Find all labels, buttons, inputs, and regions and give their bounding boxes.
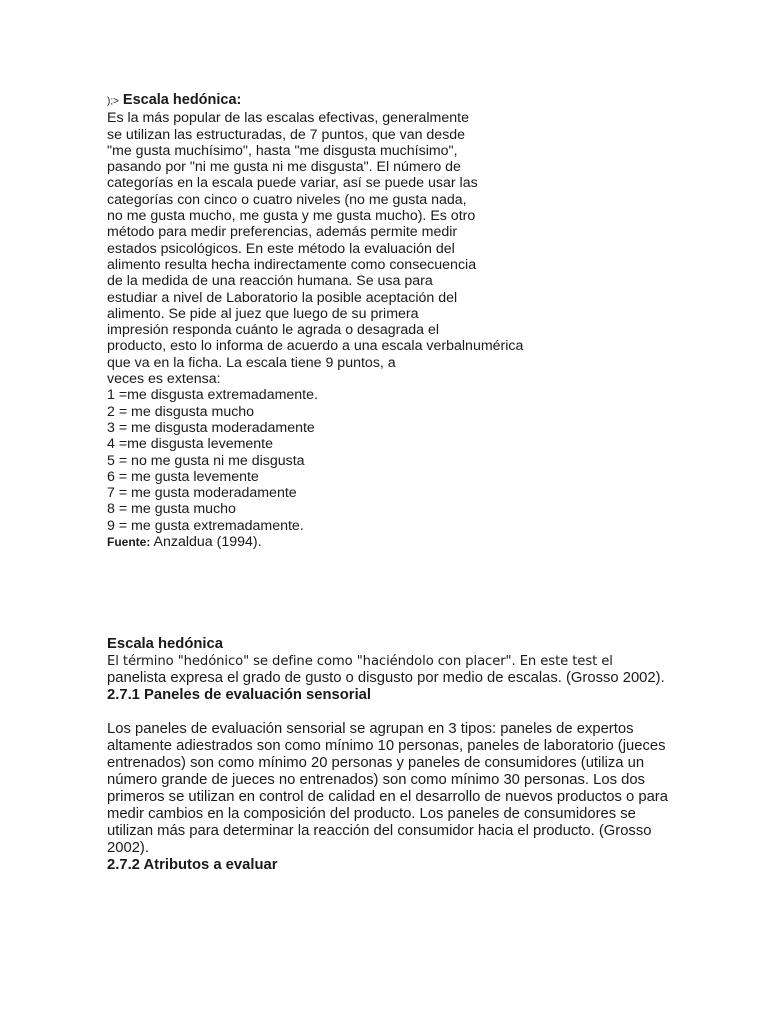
paragraph-line: primeros se utilizan en control de calidad en el desarrollo de nuevos productos o para <box>107 789 668 805</box>
body-line: "me gusta muchísimo", hasta "me disgusta muchísimo", <box>107 142 458 159</box>
scale-item: 2 = me disgusta mucho <box>107 403 255 420</box>
source-line <box>107 534 537 550</box>
body-line: estados psicológicos. En este método la evaluación del <box>107 240 455 257</box>
paragraph-line: altamente adiestrados son como mínimo 10 personas, paneles de laboratorio (jueces <box>107 738 666 754</box>
scale-item: 1 =me disgusta extremadamente. <box>107 387 318 404</box>
paragraph-line: 2002). <box>107 840 149 856</box>
body-line: alimento. Se pide al juez que luego de su primera <box>107 305 419 322</box>
section-heading-2: Escala hedónica <box>107 636 223 652</box>
body-line: no me gusta mucho, me gusta y me gusta mucho). Es otro <box>107 208 476 225</box>
scale-item: 3 = me disgusta moderadamente <box>107 419 315 436</box>
body-line: categorías con cinco o cuatro niveles (no me gusta nada, <box>107 191 467 208</box>
paragraph-line: medir cambios en la composición del producto. Los paneles de consumidores se <box>107 806 636 822</box>
scale-list <box>107 387 537 534</box>
body-line: estudiar a nivel de Laboratorio la posible aceptación del <box>107 289 458 306</box>
body-line: impresión responda cuánto le agrada o desagrada el <box>107 322 440 339</box>
source-label: Fuente: <box>107 535 151 550</box>
body-line: producto, esto lo informa de acuerdo a una escala verbalnumérica <box>107 338 524 355</box>
paragraph-line: Los paneles de evaluación sensorial se agrupan en 3 tipos: paneles de expertos <box>107 721 634 737</box>
paragraph-line: entrenados) son como mínimo 20 personas y paneles de consumidores (utiliza un <box>107 755 645 771</box>
body-line: se utilizan las estructuradas, de 7 puntos, que van desde <box>107 126 466 143</box>
paneles-paragraph <box>107 721 707 857</box>
source-text: Anzaldua (1994). <box>150 534 262 551</box>
body-line: de la medida de una reacción humana. Se usa para <box>107 273 433 290</box>
scale-item: 8 = me gusta mucho <box>107 501 236 518</box>
text-marker: );> <box>107 96 119 107</box>
section-heading: Escala hedónica: <box>122 92 242 108</box>
scale-item: 5 = no me gusta ni me disgusta <box>107 452 305 469</box>
intro-line-2: panelista expresa el grado de gusto o disgusto por medio de escalas. (Grosso 2002). <box>107 670 665 686</box>
subheading-paneles: 2.7.1 Paneles de evaluación sensorial <box>107 687 372 703</box>
hedonic-scale-section <box>107 92 537 550</box>
body-line: pasando por "ni me gusta ni me disgusta". El número de <box>107 159 461 176</box>
paragraph-line: utilizan más para determinar la reacción del consumidor hacia el producto. (Grosso <box>107 823 652 839</box>
scale-item: 9 = me gusta extremadamente. <box>107 517 304 534</box>
paragraph-line: número grande de jueces no entrenados) son como mínimo 30 personas. Los dos <box>107 772 645 788</box>
subheading-atributos: 2.7.2 Atributos a evaluar <box>107 857 278 873</box>
scale-item: 6 = me gusta levemente <box>107 468 259 485</box>
scale-item: 4 =me disgusta levemente <box>107 436 274 453</box>
body-line: alimento resulta hecha indirectamente como consecuencia <box>107 256 477 273</box>
body-line: categorías en la escala puede variar, así se puede usar las <box>107 175 478 192</box>
body-line: Es la más popular de las escalas efectivas, generalmente <box>107 110 469 127</box>
body-line: que va en la ficha. La escala tiene 9 puntos, a <box>107 354 396 371</box>
section-heading-line <box>107 92 537 110</box>
body-line: veces es extensa: <box>107 371 221 388</box>
section-body <box>107 110 537 387</box>
body-line: método para medir preferencias, además permite medir <box>107 224 458 241</box>
scale-item: 7 = me gusta moderadamente <box>107 485 297 502</box>
hedonic-scale-section-2 <box>107 636 707 874</box>
spacer <box>107 704 707 721</box>
intro-line-1: El término "hedónico" se define como "haciéndolo con placer". En este test el <box>107 654 613 669</box>
